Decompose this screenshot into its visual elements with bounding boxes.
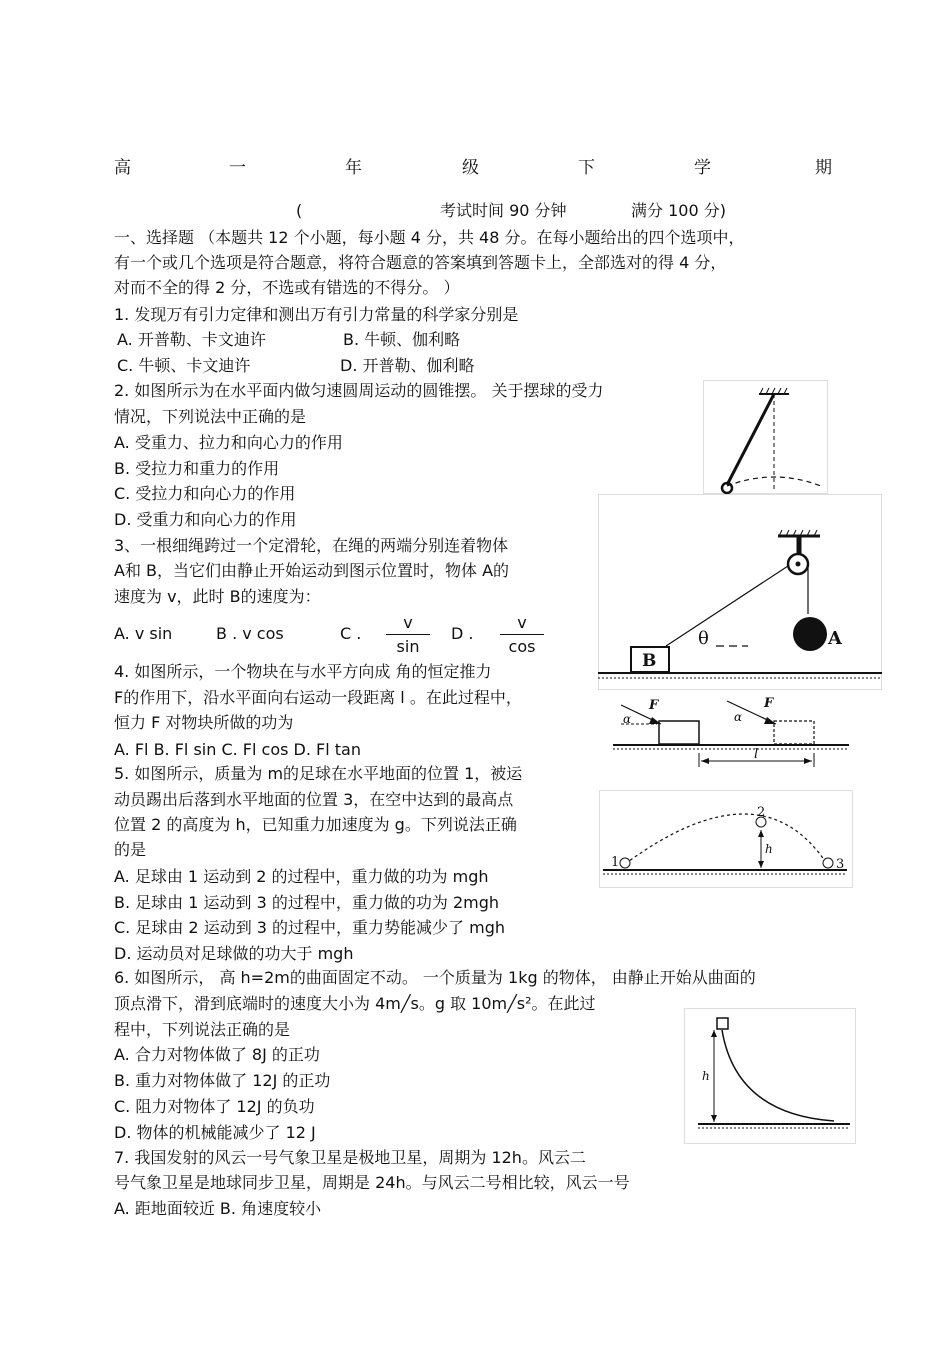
label-b: B	[642, 651, 657, 671]
fraction-numerator: v	[403, 613, 413, 632]
question-5-stem: 位置 2 的高度为 h，已知重力加速度为 g。下列说法正确	[114, 815, 517, 834]
exam-time: 考试时间 90 分钟	[440, 201, 567, 220]
curved-slope-figure	[684, 1008, 856, 1144]
q2-option-c: C. 受拉力和向心力的作用	[114, 484, 296, 503]
alpha-label: α	[623, 712, 632, 726]
position-1-label: 1	[611, 855, 620, 870]
question-4-stem: 4. 如图所示，一个物块在与水平方向成 角的恒定推力	[114, 662, 492, 681]
q6-option-a: A. 合力对物体做了 8J 的正功	[114, 1045, 320, 1064]
q3-option-d: D .	[451, 624, 474, 643]
fraction-bar	[500, 634, 544, 635]
section-instructions: 对而不全的得 2 分，不选或有错选的不得分。 ）	[114, 278, 460, 297]
question-6-stem: 6. 如图所示， 高 h=2m的曲面固定不动。 一个质量为 1kg 的物体， 由静止开始从曲面的	[114, 968, 756, 987]
conical-pendulum-figure	[703, 380, 829, 495]
q2-option-a: A. 受重力、拉力和向心力的作用	[114, 433, 343, 452]
question-4-stem: F的作用下，沿水平面向右运动一段距离 l 。在此过程中，	[114, 688, 522, 707]
full-score: 满分 100 分)	[631, 201, 726, 220]
label-a: A	[828, 628, 842, 649]
q1-option-c: C. 牛顿、卡文迪许	[117, 356, 251, 375]
q7-options: A. 距地面较近 B. 角速度较小	[114, 1199, 322, 1218]
q5-option-d: D. 运动员对足球做的功大于 mgh	[114, 944, 354, 963]
question-7-stem: 7. 我国发射的风云一号气象卫星是极地卫星，周期为 12h。风云二	[114, 1148, 586, 1167]
q3-option-d-fraction	[500, 613, 544, 656]
q6-option-b: B. 重力对物体做了 12J 的正功	[114, 1071, 331, 1090]
height-label: h	[765, 842, 773, 856]
question-2-stem: 2. 如图所示为在水平面内做匀速圆周运动的圆锥摆。 关于摆球的受力	[114, 381, 604, 400]
height-label: h	[702, 1069, 710, 1083]
question-3-stem: 3、一根细绳跨过一个定滑轮，在绳的两端分别连着物体	[114, 536, 509, 555]
question-2-stem: 情况，下列说法中正确的是	[114, 407, 307, 426]
q5-option-b: B. 足球由 1 运动到 3 的过程中，重力做的功为 2mgh	[114, 893, 500, 912]
fraction-numerator: v	[517, 613, 527, 632]
q3-option-a: A. v sin	[114, 624, 173, 643]
title-char: 一	[229, 158, 246, 178]
fraction-denominator: cos	[508, 637, 536, 656]
q1-option-a: A. 开普勒、卡文迪许	[117, 330, 266, 349]
q3-option-c: C .	[340, 624, 362, 643]
fraction-bar	[386, 634, 430, 635]
question-6-stem: 顶点滑下，滑到底端时的速度大小为 4m╱s。g 取 10m╱s²。在此过	[114, 994, 596, 1013]
q1-option-b: B. 牛顿、伽利略	[343, 330, 461, 349]
q3-option-b: B . v cos	[216, 624, 284, 643]
question-3-stem: A和 B，当它们由静止开始运动到图示位置时，物体 A的	[114, 561, 510, 580]
alpha-label: α	[734, 710, 743, 724]
question-6-stem: 程中，下列说法正确的是	[114, 1020, 291, 1039]
section-heading: 一、选择题 （本题共 12 个小题，每小题 4 分，共 48 分。在每小题给出的四个选项中，	[114, 228, 745, 247]
push-force-figure	[609, 693, 855, 773]
question-3-stem: 速度为 v，此时 B的速度为：	[114, 587, 321, 606]
force-label: F	[649, 698, 659, 713]
title-char: 期	[815, 158, 832, 178]
title-char: 高	[114, 158, 131, 178]
football-trajectory-figure	[599, 790, 853, 888]
q2-option-b: B. 受拉力和重力的作用	[114, 459, 280, 478]
title-char: 学	[694, 158, 711, 178]
q6-option-c: C. 阻力对物体了 12J 的负功	[114, 1097, 315, 1116]
distance-label: l	[754, 747, 759, 762]
position-2-label: 2	[757, 805, 766, 820]
question-7-stem: 号气象卫星是地球同步卫星，周期是 24h。与风云二号相比较，风云一号	[114, 1173, 630, 1192]
subtitle-paren: (	[296, 201, 303, 220]
question-5-stem: 5. 如图所示，质量为 m的足球在水平地面的位置 1，被运	[114, 764, 523, 783]
force-label: F	[764, 696, 774, 711]
title-char: 下	[578, 158, 595, 178]
question-1-stem: 1. 发现万有引力定律和测出万有引力常量的科学家分别是	[114, 305, 519, 324]
theta-label: θ	[698, 628, 709, 649]
q5-option-a: A. 足球由 1 运动到 2 的过程中，重力做的功为 mgh	[114, 867, 489, 886]
section-instructions: 有一个或几个选项是符合题意，将符合题意的答案填到答题卡上，全部选对的得 4 分，	[114, 253, 727, 272]
question-5-stem: 的是	[114, 840, 147, 859]
pulley-figure	[598, 494, 882, 690]
q6-option-d: D. 物体的机械能减少了 12 J	[114, 1123, 316, 1142]
question-4-stem: 恒力 F 对物块所做的功为	[114, 713, 294, 732]
q2-option-d: D. 受重力和向心力的作用	[114, 510, 297, 529]
title-char: 年	[345, 158, 362, 178]
fraction-denominator: sin	[396, 637, 420, 656]
q1-option-d: D. 开普勒、伽利略	[340, 356, 475, 375]
q5-option-c: C. 足球由 2 运动到 3 的过程中，重力势能减少了 mgh	[114, 918, 506, 937]
question-5-stem: 动员踢出后落到水平地面的位置 3，在空中达到的最高点	[114, 790, 514, 809]
q4-options: A. Fl B. Fl sin C. Fl cos D. Fl tan	[114, 740, 361, 759]
q3-option-c-fraction	[386, 613, 430, 656]
position-3-label: 3	[836, 857, 845, 872]
title-char: 级	[462, 158, 479, 178]
